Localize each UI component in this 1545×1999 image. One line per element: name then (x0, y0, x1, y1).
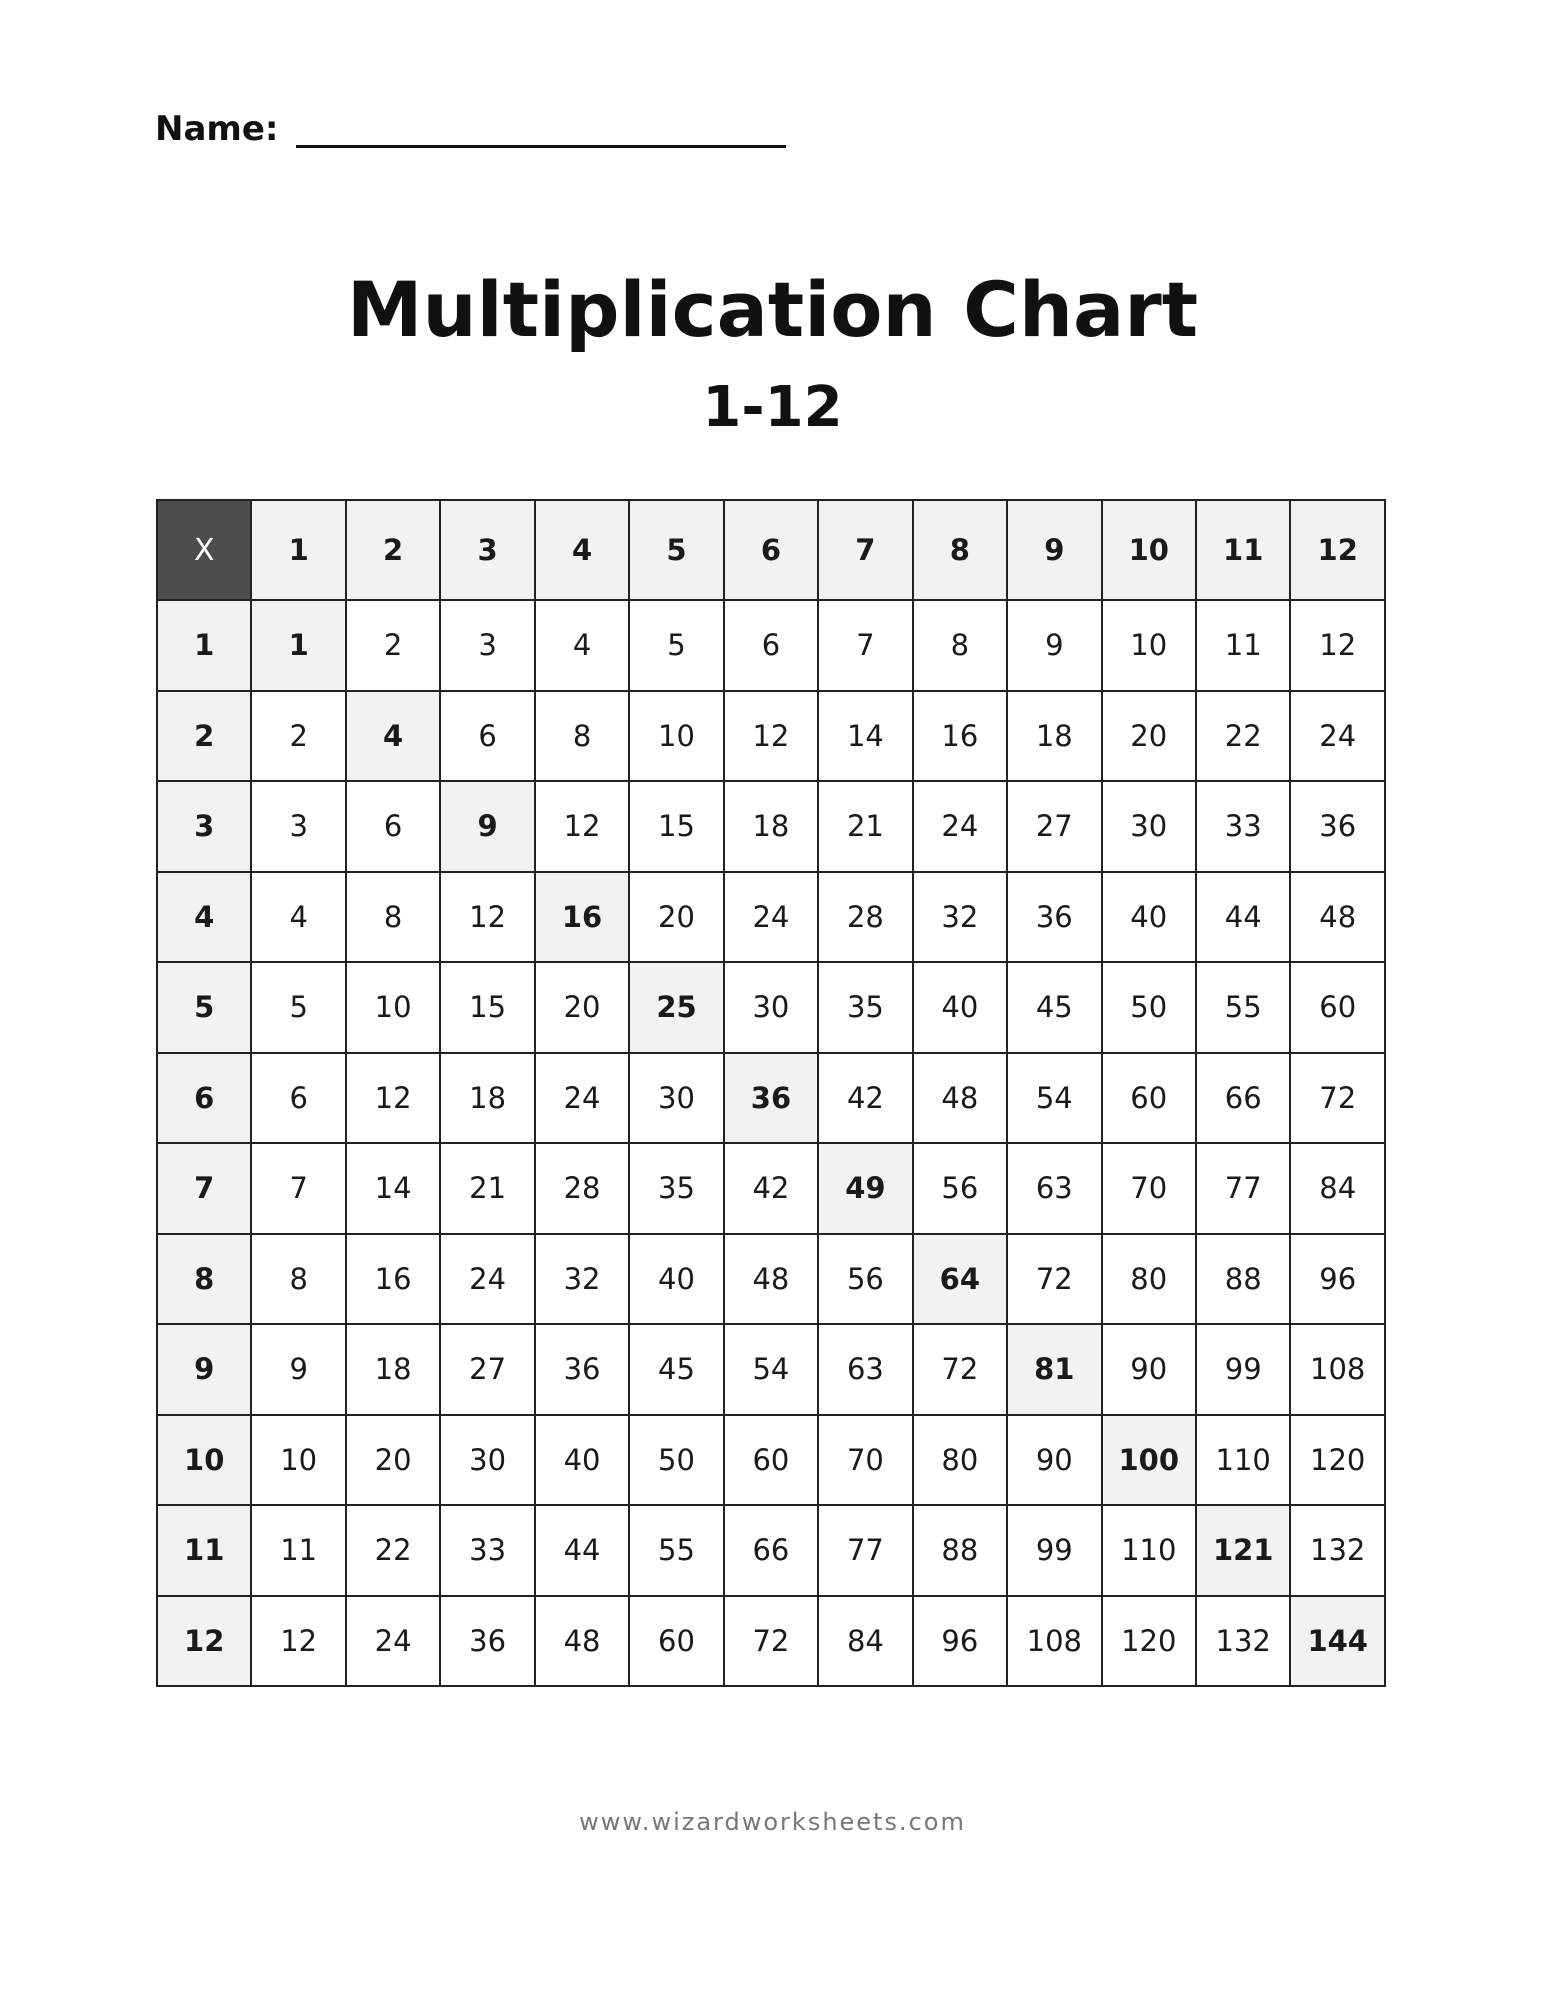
row-header: 1 (157, 600, 251, 691)
product-cell: 10 (629, 691, 723, 782)
product-cell: 4 (251, 872, 345, 963)
product-cell: 22 (1196, 691, 1290, 782)
product-cell: 10 (1102, 600, 1196, 691)
product-cell: 63 (1007, 1143, 1101, 1234)
product-cell: 12 (535, 781, 629, 872)
product-cell: 33 (440, 1505, 534, 1596)
product-cell: 36 (535, 1324, 629, 1415)
name-label: Name: (155, 109, 279, 149)
square-cell: 1 (251, 600, 345, 691)
product-cell: 60 (724, 1415, 818, 1506)
product-cell: 2 (251, 691, 345, 782)
table-body (157, 600, 1385, 1686)
product-cell: 60 (1290, 962, 1385, 1053)
product-cell: 96 (913, 1596, 1007, 1687)
product-cell: 30 (1102, 781, 1196, 872)
square-cell: 81 (1007, 1324, 1101, 1415)
product-cell: 84 (1290, 1143, 1385, 1234)
product-cell: 6 (724, 600, 818, 691)
product-cell: 99 (1007, 1505, 1101, 1596)
product-cell: 24 (440, 1234, 534, 1325)
row-header: 9 (157, 1324, 251, 1415)
product-cell: 24 (724, 872, 818, 963)
product-cell: 6 (440, 691, 534, 782)
table-row (157, 1234, 1385, 1325)
product-cell: 9 (251, 1324, 345, 1415)
row-header: 3 (157, 781, 251, 872)
product-cell: 16 (913, 691, 1007, 782)
footer-url: www.wizardworksheets.com (579, 1808, 966, 1836)
row-header: 8 (157, 1234, 251, 1325)
column-header: 9 (1007, 500, 1101, 600)
product-cell: 6 (251, 1053, 345, 1144)
product-cell: 32 (535, 1234, 629, 1325)
table-row (157, 1596, 1385, 1687)
product-cell: 5 (629, 600, 723, 691)
product-cell: 63 (818, 1324, 912, 1415)
product-cell: 99 (1196, 1324, 1290, 1415)
product-cell: 72 (724, 1596, 818, 1687)
product-cell: 18 (1007, 691, 1101, 782)
product-cell: 50 (1102, 962, 1196, 1053)
product-cell: 44 (535, 1505, 629, 1596)
table-row (157, 600, 1385, 691)
product-cell: 66 (1196, 1053, 1290, 1144)
product-cell: 3 (440, 600, 534, 691)
product-cell: 8 (251, 1234, 345, 1325)
product-cell: 45 (629, 1324, 723, 1415)
column-header: 6 (724, 500, 818, 600)
product-cell: 120 (1290, 1415, 1385, 1506)
product-cell: 45 (1007, 962, 1101, 1053)
column-header: 11 (1196, 500, 1290, 600)
product-cell: 132 (1290, 1505, 1385, 1596)
product-cell: 12 (440, 872, 534, 963)
column-header: 7 (818, 500, 912, 600)
product-cell: 50 (629, 1415, 723, 1506)
square-cell: 4 (346, 691, 440, 782)
product-cell: 7 (251, 1143, 345, 1234)
product-cell: 40 (1102, 872, 1196, 963)
product-cell: 21 (818, 781, 912, 872)
product-cell: 77 (818, 1505, 912, 1596)
product-cell: 24 (535, 1053, 629, 1144)
product-cell: 20 (1102, 691, 1196, 782)
name-field (155, 104, 786, 154)
column-header: 10 (1102, 500, 1196, 600)
product-cell: 6 (346, 781, 440, 872)
column-header: 8 (913, 500, 1007, 600)
product-cell: 55 (1196, 962, 1290, 1053)
square-cell: 9 (440, 781, 534, 872)
row-header: 7 (157, 1143, 251, 1234)
table-row (157, 1415, 1385, 1506)
product-cell: 72 (1290, 1053, 1385, 1144)
product-cell: 35 (818, 962, 912, 1053)
product-cell: 110 (1196, 1415, 1290, 1506)
product-cell: 40 (913, 962, 1007, 1053)
product-cell: 36 (1290, 781, 1385, 872)
row-header: 11 (157, 1505, 251, 1596)
square-cell: 25 (629, 962, 723, 1053)
product-cell: 30 (440, 1415, 534, 1506)
product-cell: 48 (535, 1596, 629, 1687)
product-cell: 24 (913, 781, 1007, 872)
product-cell: 12 (251, 1596, 345, 1687)
column-header: 5 (629, 500, 723, 600)
product-cell: 48 (724, 1234, 818, 1325)
product-cell: 30 (629, 1053, 723, 1144)
product-cell: 18 (724, 781, 818, 872)
product-cell: 40 (629, 1234, 723, 1325)
column-header: 3 (440, 500, 534, 600)
table-row (157, 1053, 1385, 1144)
product-cell: 36 (440, 1596, 534, 1687)
product-cell: 108 (1007, 1596, 1101, 1687)
row-header: 6 (157, 1053, 251, 1144)
product-cell: 3 (251, 781, 345, 872)
column-header: 2 (346, 500, 440, 600)
square-cell: 100 (1102, 1415, 1196, 1506)
column-header: 4 (535, 500, 629, 600)
product-cell: 28 (535, 1143, 629, 1234)
product-cell: 7 (818, 600, 912, 691)
product-cell: 40 (535, 1415, 629, 1506)
page-subtitle: 1-12 (702, 375, 843, 440)
product-cell: 90 (1007, 1415, 1101, 1506)
table-row (157, 1324, 1385, 1415)
product-cell: 12 (1290, 600, 1385, 691)
header-row (157, 500, 1385, 600)
table-row (157, 1505, 1385, 1596)
product-cell: 18 (346, 1324, 440, 1415)
product-cell: 9 (1007, 600, 1101, 691)
product-cell: 80 (913, 1415, 1007, 1506)
product-cell: 72 (913, 1324, 1007, 1415)
product-cell: 11 (251, 1505, 345, 1596)
product-cell: 15 (629, 781, 723, 872)
product-cell: 70 (1102, 1143, 1196, 1234)
table-row (157, 691, 1385, 782)
product-cell: 54 (1007, 1053, 1101, 1144)
product-cell: 27 (1007, 781, 1101, 872)
product-cell: 8 (346, 872, 440, 963)
column-header: 1 (251, 500, 345, 600)
row-header: 4 (157, 872, 251, 963)
product-cell: 8 (535, 691, 629, 782)
product-cell: 20 (535, 962, 629, 1053)
product-cell: 35 (629, 1143, 723, 1234)
product-cell: 56 (818, 1234, 912, 1325)
product-cell: 60 (1102, 1053, 1196, 1144)
row-header: 5 (157, 962, 251, 1053)
product-cell: 60 (629, 1596, 723, 1687)
corner-cell: X (157, 500, 251, 600)
product-cell: 20 (629, 872, 723, 963)
product-cell: 15 (440, 962, 534, 1053)
product-cell: 77 (1196, 1143, 1290, 1234)
table-row (157, 781, 1385, 872)
product-cell: 96 (1290, 1234, 1385, 1325)
product-cell: 55 (629, 1505, 723, 1596)
table-row (157, 872, 1385, 963)
product-cell: 14 (818, 691, 912, 782)
product-cell: 44 (1196, 872, 1290, 963)
product-cell: 10 (346, 962, 440, 1053)
row-header: 10 (157, 1415, 251, 1506)
product-cell: 48 (913, 1053, 1007, 1144)
column-header: 12 (1290, 500, 1385, 600)
table-row (157, 962, 1385, 1053)
product-cell: 18 (440, 1053, 534, 1144)
product-cell: 12 (346, 1053, 440, 1144)
square-cell: 121 (1196, 1505, 1290, 1596)
product-cell: 48 (1290, 872, 1385, 963)
product-cell: 88 (1196, 1234, 1290, 1325)
product-cell: 22 (346, 1505, 440, 1596)
product-cell: 10 (251, 1415, 345, 1506)
product-cell: 32 (913, 872, 1007, 963)
product-cell: 24 (1290, 691, 1385, 782)
product-cell: 42 (724, 1143, 818, 1234)
page-title: Multiplication Chart (346, 265, 1199, 354)
product-cell: 72 (1007, 1234, 1101, 1325)
square-cell: 144 (1290, 1596, 1385, 1687)
product-cell: 56 (913, 1143, 1007, 1234)
product-cell: 80 (1102, 1234, 1196, 1325)
product-cell: 108 (1290, 1324, 1385, 1415)
product-cell: 4 (535, 600, 629, 691)
row-header: 12 (157, 1596, 251, 1687)
row-header: 2 (157, 691, 251, 782)
product-cell: 54 (724, 1324, 818, 1415)
product-cell: 14 (346, 1143, 440, 1234)
product-cell: 90 (1102, 1324, 1196, 1415)
product-cell: 33 (1196, 781, 1290, 872)
product-cell: 66 (724, 1505, 818, 1596)
product-cell: 84 (818, 1596, 912, 1687)
square-cell: 64 (913, 1234, 1007, 1325)
product-cell: 36 (1007, 872, 1101, 963)
product-cell: 88 (913, 1505, 1007, 1596)
product-cell: 5 (251, 962, 345, 1053)
multiplication-table (156, 499, 1386, 1687)
product-cell: 11 (1196, 600, 1290, 691)
product-cell: 70 (818, 1415, 912, 1506)
product-cell: 16 (346, 1234, 440, 1325)
name-blank-line[interactable] (296, 145, 786, 148)
product-cell: 110 (1102, 1505, 1196, 1596)
product-cell: 42 (818, 1053, 912, 1144)
product-cell: 12 (724, 691, 818, 782)
square-cell: 16 (535, 872, 629, 963)
table-row (157, 1143, 1385, 1234)
product-cell: 27 (440, 1324, 534, 1415)
product-cell: 120 (1102, 1596, 1196, 1687)
product-cell: 132 (1196, 1596, 1290, 1687)
product-cell: 20 (346, 1415, 440, 1506)
product-cell: 8 (913, 600, 1007, 691)
product-cell: 30 (724, 962, 818, 1053)
square-cell: 36 (724, 1053, 818, 1144)
product-cell: 2 (346, 600, 440, 691)
square-cell: 49 (818, 1143, 912, 1234)
product-cell: 21 (440, 1143, 534, 1234)
product-cell: 28 (818, 872, 912, 963)
product-cell: 24 (346, 1596, 440, 1687)
